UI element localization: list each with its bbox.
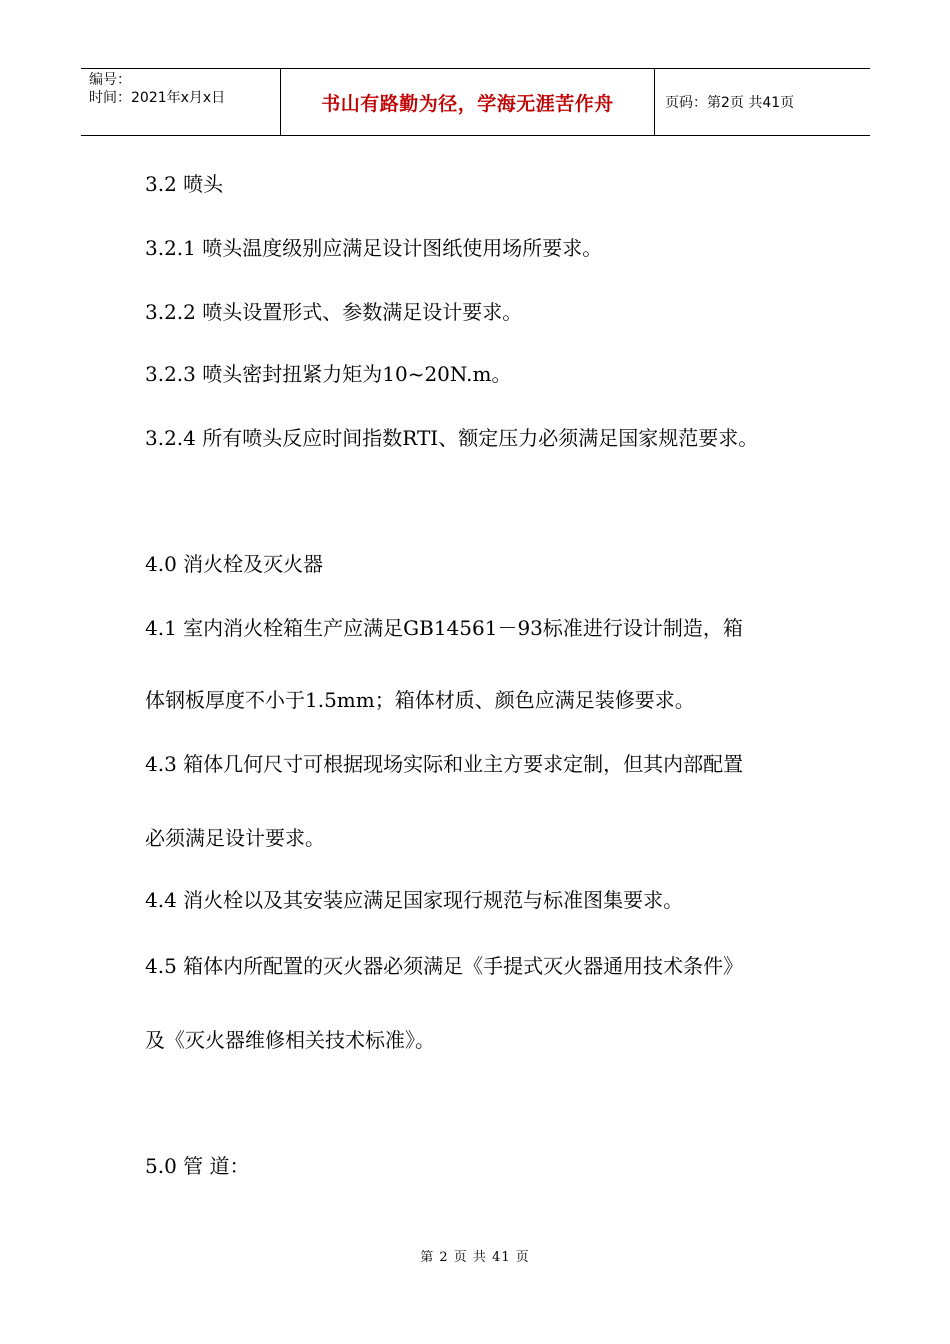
paragraph-line: 及《灭火器维修相关技术标准》。 — [145, 1028, 435, 1052]
paragraph-line: 3.2.2 喷头设置形式、参数满足设计要求。 — [145, 300, 523, 324]
paragraph-line: 4.4 消火栓以及其安装应满足国家现行规范与标准图集要求。 — [145, 888, 684, 912]
paragraph-line: 必须满足设计要求。 — [145, 826, 325, 850]
date-label: 时间：2021年x月x日 — [89, 90, 226, 106]
section-heading: 5.0 管 道： — [145, 1154, 250, 1178]
paragraph-line: 3.2.3 喷头密封扭紧力矩为10~20N.m。 — [145, 362, 512, 386]
motto-text: 书山有路勤为径，学海无涯苦作舟 — [321, 92, 614, 115]
paragraph-line: 4.5 箱体内所配置的灭火器必须满足《手提式灭火器通用技术条件》 — [145, 954, 744, 978]
page-footer: 第 2 页 共 41 页 — [420, 1250, 530, 1265]
paragraph-line: 4.3 箱体几何尺寸可根据现场实际和业主方要求定制，但其内部配置 — [145, 752, 744, 776]
number-label: 编号： — [89, 72, 131, 88]
header-meta-cell — [81, 69, 281, 135]
document-header — [81, 68, 870, 136]
header-motto-cell — [281, 69, 655, 135]
paragraph-line: 4.1 室内消火栓箱生产应满足GB14561－93标准进行设计制造，箱 — [145, 616, 743, 640]
section-heading: 4.0 消火栓及灭火器 — [145, 552, 324, 576]
page-info-text: 页码：第2页 共41页 — [665, 95, 795, 111]
header-page-cell — [655, 69, 870, 135]
paragraph-line: 3.2.4 所有喷头反应时间指数RTI、额定压力必须满足国家规范要求。 — [145, 426, 759, 450]
paragraph-line: 3.2.1 喷头温度级别应满足设计图纸使用场所要求。 — [145, 236, 603, 260]
paragraph-line: 体钢板厚度不小于1.5mm；箱体材质、颜色应满足装修要求。 — [145, 688, 695, 712]
section-heading: 3.2 喷头 — [145, 172, 224, 196]
